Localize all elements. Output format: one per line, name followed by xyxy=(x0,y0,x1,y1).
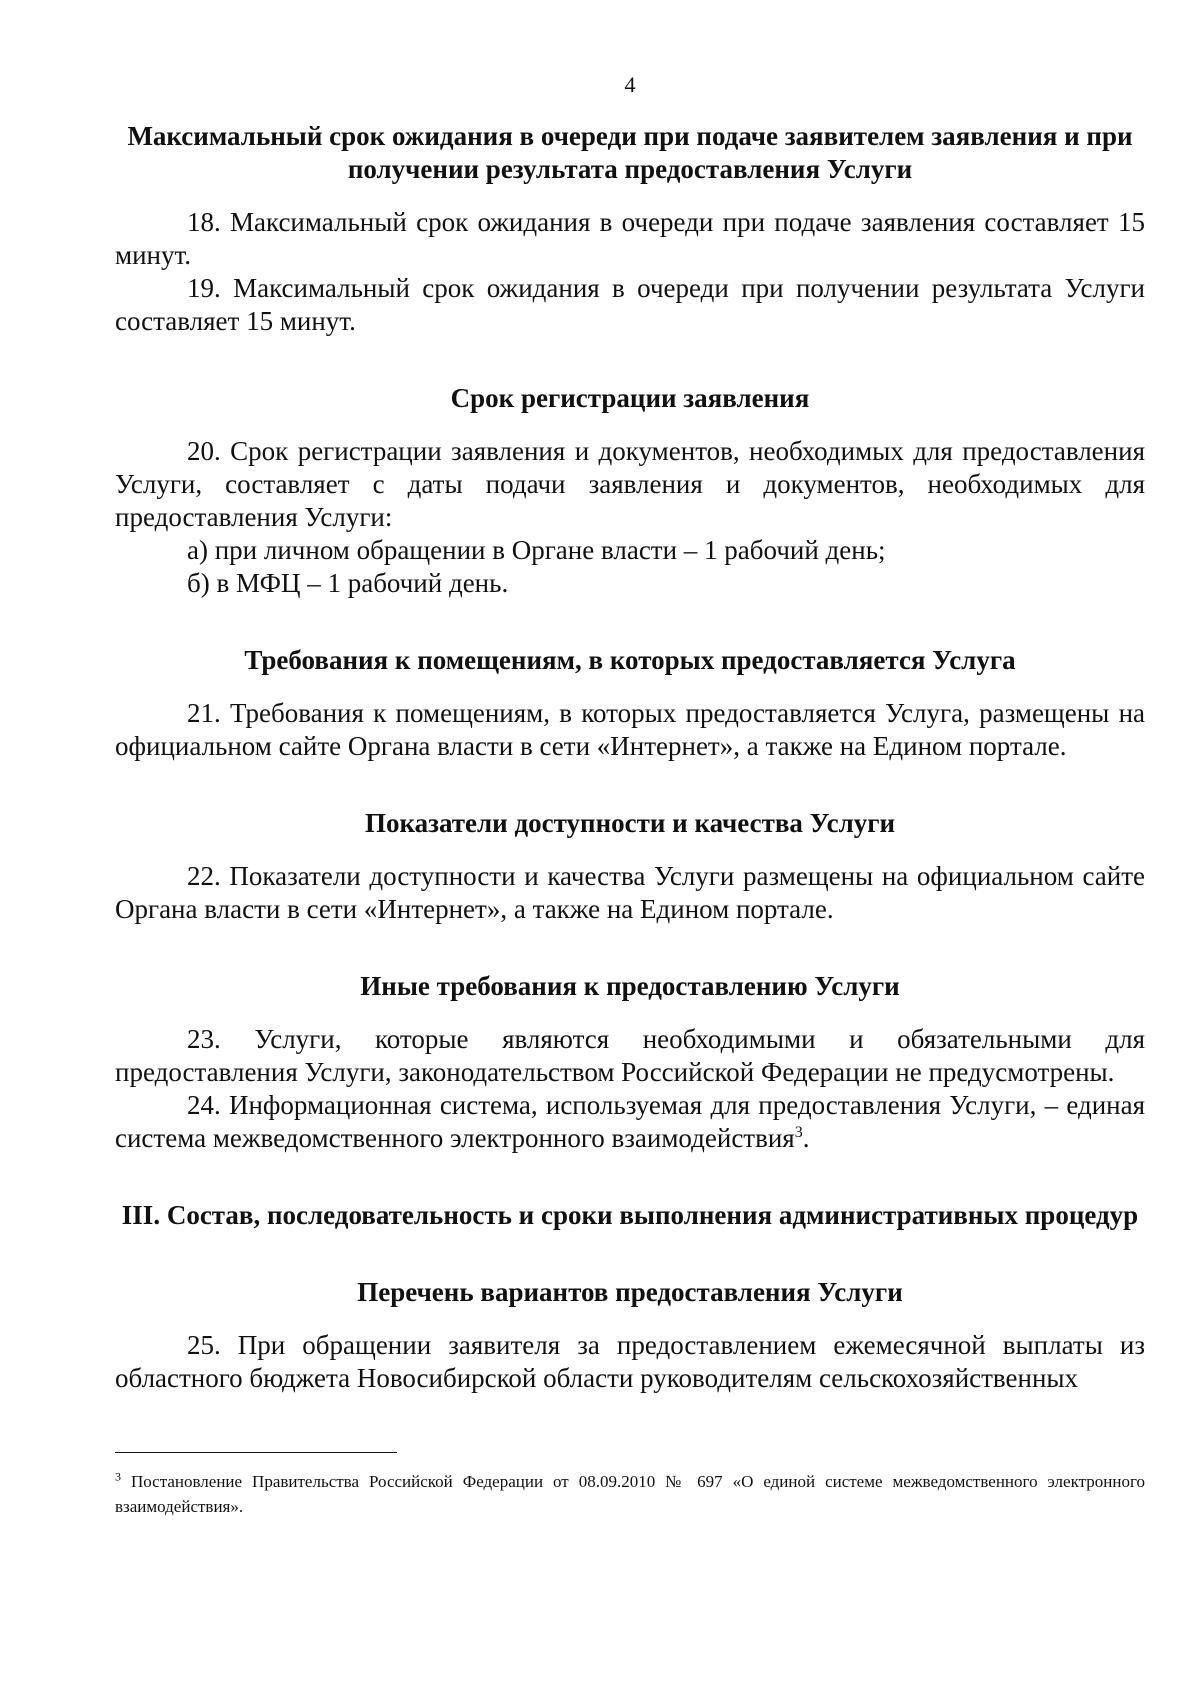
paragraph-21: 21. Требования к помещениям, в которых предоставляется Услуга, размещены на официальном сайте Органа власти в сети «Интернет», а также на Едином портале. xyxy=(115,698,1145,761)
paragraph-20: 20. Срок регистрации заявления и документов, необходимых для предоставления Услуги, составляет с даты подачи заявления и документов, необходимых для предоставления Услуги: xyxy=(115,436,1145,532)
footnote-reference: 3 xyxy=(794,1124,803,1141)
paragraph-23: 23. Услуги, которые являются необходимыми и обязательными для предоставления Услуги, законодательством Российской Федерации не предусмотрены. xyxy=(115,1024,1145,1087)
heading-waiting-time: Максимальный срок ожидания в очереди при подаче заявителем заявления и при получении результата предоставления Услуги xyxy=(127,121,1133,184)
paragraph-24 xyxy=(115,1089,1145,1155)
paragraph-24-end: . xyxy=(802,1123,810,1153)
heading-variants-list: Перечень вариантов предоставления Услуги xyxy=(357,1277,903,1307)
footnote-text: Постановление Правительства Российской Федерации от 08.09.2010 № 697 «О единой системе межведомственного электронного взаимодействия». xyxy=(115,1472,1145,1516)
footnote-divider xyxy=(115,1452,397,1453)
page-number: 4 xyxy=(624,72,636,97)
heading-registration-term: Срок регистрации заявления xyxy=(450,383,810,413)
heading-chapter-3: III. Состав, последовательность и сроки выполнения административных процедур xyxy=(121,1200,1139,1230)
document-body xyxy=(115,120,1145,1395)
heading-quality-indicators: Показатели доступности и качества Услуги xyxy=(364,808,896,838)
paragraph-24-text: 24. Информационная система, используемая для предоставления Услуги, – единая система межведомственного электронного взаимодействия xyxy=(115,1090,1145,1153)
paragraph-18: 18. Максимальный срок ожидания в очереди при подаче заявления составляет 15 минут. xyxy=(115,207,1145,270)
paragraph-22: 22. Показатели доступности и качества Услуги размещены на официальном сайте Органа власти в сети «Интернет», а также на Едином портале. xyxy=(115,861,1145,924)
list-item-a: а) при личном обращении в Органе власти – 1 рабочий день; xyxy=(187,535,886,565)
paragraph-19: 19. Максимальный срок ожидания в очереди при получении результата Услуги составляет 15 минут. xyxy=(115,273,1145,336)
footnote-marker: 3 xyxy=(115,1469,121,1484)
heading-premises-requirements: Требования к помещениям, в которых предоставляется Услуга xyxy=(244,645,1016,675)
paragraph-25: 25. При обращении заявителя за предоставлением ежемесячной выплаты из областного бюджета Новосибирской области руководителям сельскохозяйственных xyxy=(115,1330,1145,1393)
footnote xyxy=(115,1469,1145,1519)
list-item-b: б) в МФЦ – 1 рабочий день. xyxy=(187,568,509,598)
heading-other-requirements: Иные требования к предоставлению Услуги xyxy=(360,971,900,1001)
